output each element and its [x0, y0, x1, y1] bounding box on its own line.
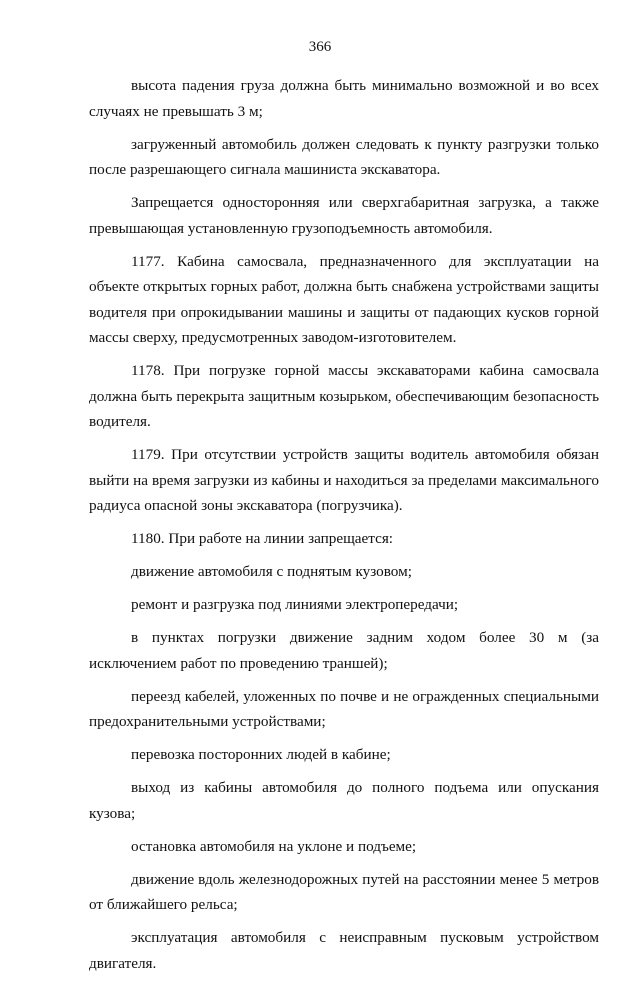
- list-item: переезд кабелей, уложенных по почве и не огражденных специальными предохранительными устройствами;: [89, 687, 599, 730]
- list-item: перевозка посторонних людей в кабине;: [131, 746, 391, 763]
- paragraph: высота падения груза должна быть минимально возможной и во всех случаях не превышать 3 м;: [89, 77, 599, 120]
- paragraph-item-1178: 1178. При погрузке горной массы экскаваторами кабина самосвала должна быть перекрыта защитным козырьком, обеспечивающим безопасность водителя.: [89, 362, 599, 430]
- paragraph: Запрещается односторонняя или сверхгабаритная загрузка, а также превышающая установленную грузоподъемность автомобиля.: [89, 194, 599, 237]
- list-item: движение автомобиля с поднятым кузовом;: [131, 563, 412, 580]
- list-item: ремонт и разгрузка под линиями электропередачи;: [131, 596, 459, 613]
- paragraph-item-1179: 1179. При отсутствии устройств защиты водитель автомобиля обязан выйти на время загрузки из кабины и находиться за пределами максимального радиуса опасной зоны экскаватора (погрузчика).: [89, 446, 599, 514]
- list-item: остановка автомобиля на уклоне и подъеме;: [131, 837, 417, 855]
- paragraph: загруженный автомобиль должен следовать к пункту разгрузки только после разрешающего сигнала машиниста экскаватора.: [89, 135, 599, 178]
- paragraph-item-1180: 1180. При работе на линии запрещается:: [131, 530, 394, 547]
- list-item: движение вдоль железнодорожных путей на расстоянии менее 5 метров от ближайшего рельса;: [89, 870, 599, 913]
- document-body: [89, 73, 599, 984]
- list-item: выход из кабины автомобиля до полного подъема или опускания кузова;: [89, 779, 599, 822]
- list-item: эксплуатация автомобиля с неисправным пусковым устройством двигателя.: [89, 929, 599, 972]
- list-item: в пунктах погрузки движение задним ходом более 30 м (за исключением работ по проведению траншей);: [89, 629, 599, 672]
- paragraph-item-1177: 1177. Кабина самосвала, предназначенного для эксплуатации на объекте открытых горных работ, должна быть снабжена устройствами защиты водителя при опрокидывании машины и защиты от падающих кусков горной массы сверху, предусмотренных заводом-изготовителем.: [89, 252, 599, 346]
- page-number: 366: [308, 39, 332, 55]
